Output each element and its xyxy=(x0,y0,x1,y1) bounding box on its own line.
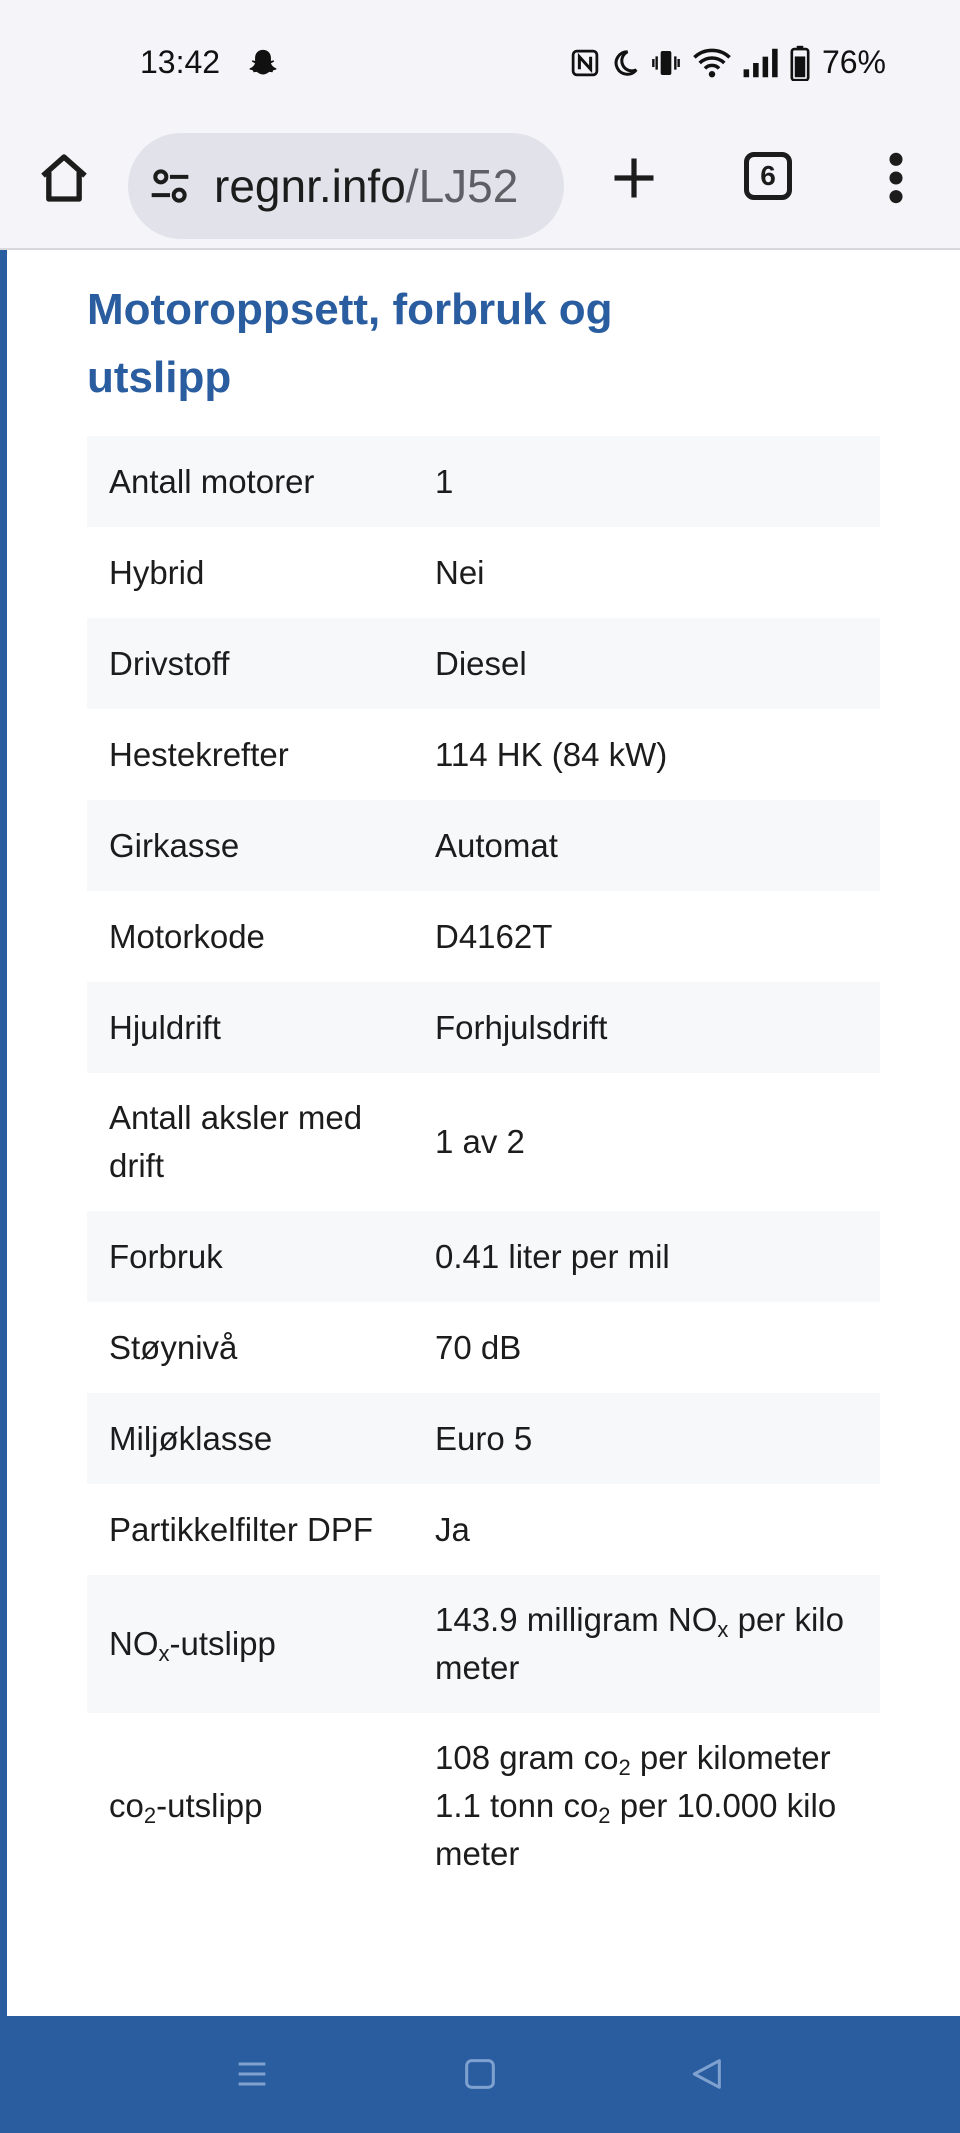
spec-value: 0.41 liter per mil xyxy=(435,1237,670,1275)
spec-value: Euro 5 xyxy=(435,1419,533,1457)
co2-line2-sub: 2 xyxy=(598,1803,611,1828)
spec-value: Forhjulsdrift xyxy=(435,1008,608,1046)
url-domain: regnr.info xyxy=(214,160,406,212)
co2-line2-prefix: 1.1 tonn co xyxy=(435,1787,599,1824)
tab-switcher-button[interactable] xyxy=(744,152,792,200)
nox-value-suffix: per kilometer xyxy=(435,1601,844,1686)
spec-label: Støynivå xyxy=(109,1328,238,1366)
co2-line1-suffix: per kilometer xyxy=(630,1739,831,1776)
battery-percent: 76% xyxy=(821,44,886,80)
table-row xyxy=(87,1073,880,1211)
url-text xyxy=(214,159,518,213)
web-page-content xyxy=(0,250,960,2016)
moon-icon xyxy=(610,47,640,79)
spec-value: 1 xyxy=(435,462,454,500)
spec-value: Diesel xyxy=(435,644,527,682)
nox-value-prefix: 143.9 milligram NO xyxy=(435,1601,718,1638)
co2-value xyxy=(435,1713,880,1899)
table-row xyxy=(87,1302,880,1393)
spec-label: Motorkode xyxy=(109,917,265,955)
spec-value: Ja xyxy=(435,1510,470,1548)
table-row xyxy=(87,1211,880,1302)
table-row-nox xyxy=(87,1575,880,1713)
system-nav-bar xyxy=(0,2016,960,2133)
page-accent-bar xyxy=(0,250,7,2016)
spec-label: Hjuldrift xyxy=(109,1008,221,1046)
spec-label: Drivstoff xyxy=(109,644,230,682)
co2-label-suffix: -utslipp xyxy=(156,1787,263,1824)
spec-label: Antall motorer xyxy=(109,462,315,500)
spec-value: Automat xyxy=(435,826,558,864)
spec-value: 114 HK (84 kW) xyxy=(435,735,668,773)
status-icons xyxy=(570,44,886,81)
spec-value: 1 av 2 xyxy=(435,1123,525,1160)
nox-label-sub: x xyxy=(158,1641,170,1666)
spec-label: Forbruk xyxy=(109,1237,223,1275)
tab-count: 6 xyxy=(760,160,776,191)
nox-label xyxy=(87,1575,435,1713)
spec-label: Antall aksler med drift xyxy=(109,1099,363,1184)
wifi-icon xyxy=(692,47,732,79)
table-row xyxy=(87,982,880,1073)
url-field[interactable] xyxy=(128,133,564,239)
co2-line1-sub: 2 xyxy=(618,1755,631,1780)
spec-label: Hybrid xyxy=(109,553,205,591)
nox-value xyxy=(435,1575,880,1713)
more-options-icon[interactable] xyxy=(884,150,908,206)
home-square-icon[interactable] xyxy=(460,2054,500,2094)
browser-toolbar xyxy=(0,122,960,250)
url-path: /LJ52 xyxy=(405,160,519,212)
recent-apps-icon[interactable] xyxy=(232,2054,272,2094)
status-time: 13:42 xyxy=(140,44,221,80)
co2-label-sub: 2 xyxy=(143,1803,157,1828)
site-settings-icon[interactable] xyxy=(148,164,192,208)
spec-value: 70 dB xyxy=(435,1328,522,1366)
table-row xyxy=(87,1484,880,1575)
nox-label-main: NO xyxy=(109,1625,159,1662)
spec-value: D4162T xyxy=(435,917,553,955)
co2-line1-prefix: 108 gram co xyxy=(435,1739,619,1776)
co2-label-main: co xyxy=(109,1787,144,1824)
table-row xyxy=(87,436,880,527)
vibrate-icon xyxy=(650,47,682,79)
table-row xyxy=(87,709,880,800)
table-row xyxy=(87,527,880,618)
spec-label: Hestekrefter xyxy=(109,735,289,773)
table-row xyxy=(87,800,880,891)
spec-label: Girkasse xyxy=(109,826,240,864)
spec-label: Partikkelfilter DPF xyxy=(109,1510,374,1548)
nfc-icon xyxy=(570,47,600,79)
signal-icon xyxy=(742,47,780,79)
table-row xyxy=(87,891,880,982)
home-icon[interactable] xyxy=(36,150,92,206)
table-row-co2 xyxy=(87,1713,880,1899)
status-bar xyxy=(0,0,960,122)
back-icon[interactable] xyxy=(686,2054,726,2094)
spec-value: Nei xyxy=(435,553,485,591)
nox-value-sub: x xyxy=(717,1617,729,1642)
battery-icon xyxy=(790,45,810,81)
section-title: Motoroppsett, forbruk og utslipp xyxy=(87,285,613,402)
specs-table xyxy=(87,436,880,1899)
nox-label-suffix: -utslipp xyxy=(169,1625,276,1662)
table-row xyxy=(87,1393,880,1484)
co2-label xyxy=(87,1713,435,1899)
co2-line2-suffix: per 10.000 kilometer xyxy=(435,1787,837,1872)
address-bar[interactable] xyxy=(128,122,564,250)
new-tab-icon[interactable] xyxy=(608,152,660,204)
snapchat-ghost-icon xyxy=(246,47,280,81)
spec-label: Miljøklasse xyxy=(109,1419,273,1457)
table-row xyxy=(87,618,880,709)
